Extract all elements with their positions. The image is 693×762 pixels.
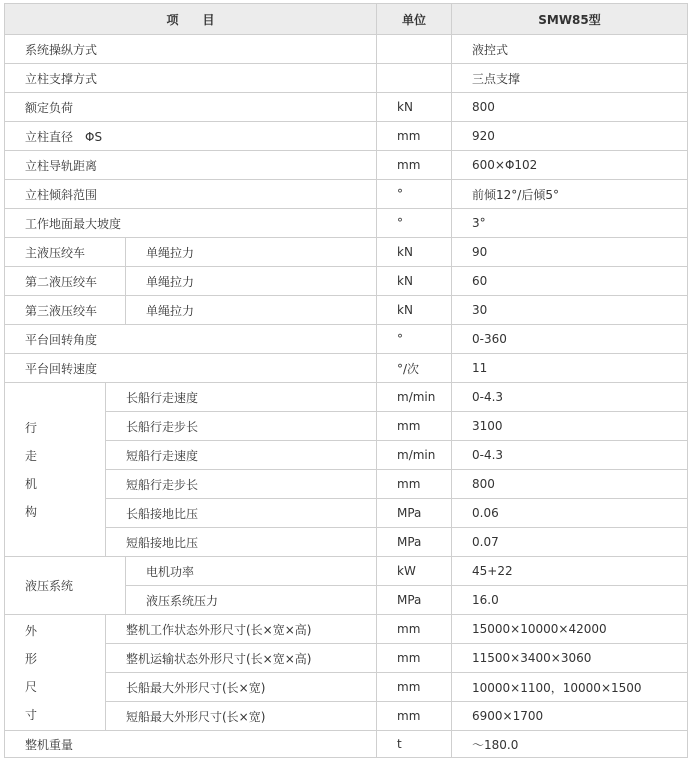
param-unit: mm	[377, 702, 452, 731]
param-name: 短船行走速度	[106, 441, 377, 470]
table-row	[5, 238, 688, 267]
group-outline-dimensions: 外 形 尺 寸	[5, 615, 106, 731]
param-subname: 单绳拉力	[126, 296, 377, 325]
param-unit: t	[377, 731, 452, 758]
param-name: 立柱支撑方式	[5, 64, 377, 93]
param-subname: 单绳拉力	[126, 238, 377, 267]
param-value: 三点支撑	[452, 64, 688, 93]
param-unit: mm	[377, 151, 452, 180]
table-row	[5, 731, 688, 758]
table-row	[5, 470, 688, 499]
param-name: 系统操纵方式	[5, 35, 377, 64]
param-unit: m/min	[377, 441, 452, 470]
param-value: 3100	[452, 412, 688, 441]
param-name: 液压系统压力	[126, 586, 377, 615]
param-name: 短船行走步长	[106, 470, 377, 499]
param-unit: mm	[377, 412, 452, 441]
table-row	[5, 354, 688, 383]
table-row	[5, 441, 688, 470]
param-unit: kN	[377, 93, 452, 122]
table-row	[5, 673, 688, 702]
param-value: 16.0	[452, 586, 688, 615]
param-value: 15000×10000×42000	[452, 615, 688, 644]
table-row	[5, 412, 688, 441]
param-name: 长船行走步长	[106, 412, 377, 441]
param-name: 立柱倾斜范围	[5, 180, 377, 209]
param-unit: mm	[377, 470, 452, 499]
param-value: 600×Φ102	[452, 151, 688, 180]
param-value: 0-360	[452, 325, 688, 354]
param-name: 整机工作状态外形尺寸(长×宽×高)	[106, 615, 377, 644]
group-hydraulic-system: 液压系统	[5, 557, 126, 615]
param-unit: MPa	[377, 528, 452, 557]
param-unit: kW	[377, 557, 452, 586]
param-name: 立柱直径 ΦS	[5, 122, 377, 151]
param-unit: mm	[377, 122, 452, 151]
table-row	[5, 499, 688, 528]
param-value: 0.07	[452, 528, 688, 557]
param-unit	[377, 64, 452, 93]
param-name: 电机功率	[126, 557, 377, 586]
param-value: 11	[452, 354, 688, 383]
param-value: 11500×3400×3060	[452, 644, 688, 673]
param-unit: MPa	[377, 499, 452, 528]
param-name: 整机运输状态外形尺寸(长×宽×高)	[106, 644, 377, 673]
param-name: 整机重量	[5, 731, 377, 758]
param-value: 6900×1700	[452, 702, 688, 731]
table-row	[5, 615, 688, 644]
param-name: 平台回转角度	[5, 325, 377, 354]
table-row	[5, 93, 688, 122]
param-value: 30	[452, 296, 688, 325]
param-name: 平台回转速度	[5, 354, 377, 383]
param-value: 90	[452, 238, 688, 267]
header-unit: 单位	[377, 4, 452, 35]
param-name: 立柱导轨距离	[5, 151, 377, 180]
param-name: 长船接地比压	[106, 499, 377, 528]
table-row	[5, 122, 688, 151]
param-unit: mm	[377, 673, 452, 702]
param-name: 第二液压绞车	[5, 267, 126, 296]
param-unit: °/次	[377, 354, 452, 383]
param-value: 920	[452, 122, 688, 151]
table-row	[5, 644, 688, 673]
param-value: 45+22	[452, 557, 688, 586]
param-unit: kN	[377, 296, 452, 325]
param-value: 液控式	[452, 35, 688, 64]
param-unit: °	[377, 209, 452, 238]
param-value: 3°	[452, 209, 688, 238]
table-row	[5, 325, 688, 354]
param-unit: m/min	[377, 383, 452, 412]
param-value: 0-4.3	[452, 441, 688, 470]
table-row	[5, 557, 688, 586]
param-name: 短船最大外形尺寸(长×宽)	[106, 702, 377, 731]
param-value: ～180.0	[452, 731, 688, 758]
table-row	[5, 209, 688, 238]
param-subname: 单绳拉力	[126, 267, 377, 296]
param-value: 0-4.3	[452, 383, 688, 412]
param-value: 0.06	[452, 499, 688, 528]
param-name: 工作地面最大坡度	[5, 209, 377, 238]
param-value: 10000×1100，10000×1500	[452, 673, 688, 702]
param-unit	[377, 35, 452, 64]
param-name: 主液压绞车	[5, 238, 126, 267]
param-unit: mm	[377, 615, 452, 644]
param-unit: MPa	[377, 586, 452, 615]
table-row	[5, 64, 688, 93]
param-unit: °	[377, 325, 452, 354]
param-unit: mm	[377, 644, 452, 673]
param-name: 短船接地比压	[106, 528, 377, 557]
table-row	[5, 180, 688, 209]
param-unit: kN	[377, 267, 452, 296]
param-value: 800	[452, 93, 688, 122]
table-row	[5, 296, 688, 325]
group-walking-mechanism: 行 走 机 构	[5, 383, 106, 557]
table-row	[5, 151, 688, 180]
header-item: 项 目	[5, 4, 377, 35]
table-row	[5, 267, 688, 296]
param-name: 长船行走速度	[106, 383, 377, 412]
param-name: 第三液压绞车	[5, 296, 126, 325]
param-unit: °	[377, 180, 452, 209]
param-value: 60	[452, 267, 688, 296]
param-value: 前倾12°/后倾5°	[452, 180, 688, 209]
spec-table	[4, 3, 688, 758]
table-row	[5, 528, 688, 557]
param-unit: kN	[377, 238, 452, 267]
header-model: SMW85型	[452, 4, 688, 35]
param-name: 额定负荷	[5, 93, 377, 122]
header-row	[5, 4, 688, 35]
param-value: 800	[452, 470, 688, 499]
table-row	[5, 702, 688, 731]
table-row	[5, 35, 688, 64]
param-name: 长船最大外形尺寸(长×宽)	[106, 673, 377, 702]
table-row	[5, 383, 688, 412]
